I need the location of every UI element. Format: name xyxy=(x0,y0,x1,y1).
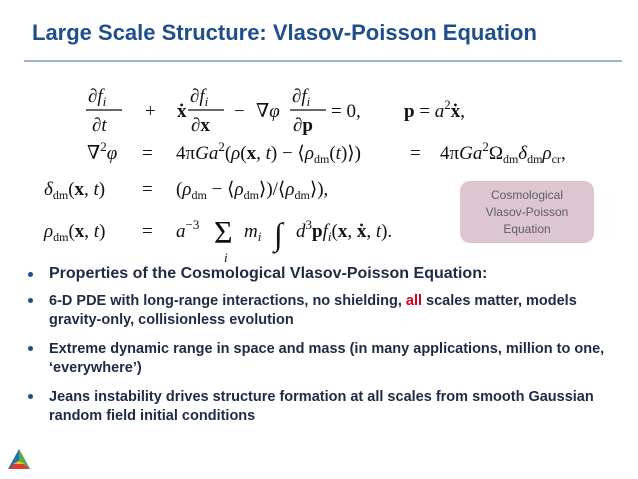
svg-text:a−3: $a^{-3}$ xyxy=(176,217,200,242)
callout-line-1: Cosmological xyxy=(490,187,564,202)
bullet-main xyxy=(24,264,630,284)
svg-text:(ρdm − ⟨ρdm⟩)/⟨ρdm⟩),: ($\rho_{dm}$ − $⟨\rho_{dm}⟩)/⟨\rho_{dm}⟩$), xyxy=(176,179,329,202)
svg-text:ẋ: ẋ xyxy=(177,101,187,122)
callout-box xyxy=(460,181,594,243)
bullet-main-text: Properties of the Cosmological Vlasov-Poisson Equation: xyxy=(49,265,488,282)
bullet-dot xyxy=(28,394,33,399)
svg-text:=: = xyxy=(142,143,153,164)
svg-text:∂fi: $\partial f_i$ xyxy=(88,86,107,109)
svg-text:ρdm(x, t): $\rho_{dm}(x$, t) xyxy=(44,221,106,244)
equation-row-4 xyxy=(43,214,392,265)
equation-row-2 xyxy=(87,139,566,166)
equation-row-1 xyxy=(86,86,465,136)
bullet-item-1-highlight: all xyxy=(405,293,423,309)
svg-text:mi: $m_i$ xyxy=(244,221,262,244)
bullet-dot xyxy=(28,346,33,351)
callout-line-3: Equation xyxy=(503,221,551,236)
svg-text:4πGa2(ρ(x, t) − ⟨ρdm(t)⟩): 4πGa$^2$(ρ(x, $t) - ⟨\rho_{dm}(t)⟩$) xyxy=(176,139,362,166)
bullet-dot xyxy=(28,272,33,277)
svg-text:∂x: ∂x xyxy=(191,115,210,136)
svg-text:∂p: ∂p xyxy=(293,115,313,136)
svg-text:∂fi: $\partial f_i$ xyxy=(190,86,209,109)
svg-text:=: = xyxy=(142,179,153,200)
svg-text:= 0,: = 0, xyxy=(331,101,361,122)
svg-text:i: i xyxy=(224,250,228,265)
svg-text:d3pfi(x, ẋ, t).: $d^3pf_i(x$, ẋ, t). xyxy=(296,217,393,244)
bullet-item-2-text: Extreme dynamic range in space and mass (in many applications, million to one, ‘everywhere’) xyxy=(49,341,605,376)
svg-text:Σ: Σ xyxy=(214,214,233,250)
svg-text:δdm(x, t): $\delta_{dm}(x$, t) xyxy=(44,179,106,202)
svg-text:∂fi: $\partial f_i$ xyxy=(292,86,311,109)
slide-title: Large Scale Structure: Vlasov-Poisson Equation xyxy=(32,20,537,45)
bullet-item-1 xyxy=(24,292,630,330)
svg-text:∇2φ: ∇$^2$φ xyxy=(87,139,118,164)
svg-text:4πGa2Ωdmδdmρcr,: $4\pi Ga^2\Omega_{dm}\delta_{dm}\rho_{cr}$, xyxy=(440,139,566,166)
callout-line-2: Vlasov-Poisson xyxy=(485,204,569,219)
bullet-dot xyxy=(28,298,33,303)
svg-text:∂t: ∂t xyxy=(92,115,107,136)
svg-text:∇φ: ∇φ xyxy=(256,101,280,122)
bullet-list xyxy=(24,264,630,436)
bullet-item-3 xyxy=(24,388,630,426)
svg-text:∫: ∫ xyxy=(274,216,283,252)
bullet-item-1-post: scales matter, models gravity-only, collisionless evolution xyxy=(49,293,577,328)
svg-text:−: − xyxy=(234,101,245,122)
svg-text:=: = xyxy=(142,221,153,242)
equation-row-3 xyxy=(44,179,328,202)
bullet-item-1-pre: 6-D PDE with long-range interactions, no shielding, xyxy=(49,293,406,309)
bullet-item-2 xyxy=(24,340,630,378)
svg-text:+: + xyxy=(145,101,156,122)
svg-text:=: = xyxy=(410,143,421,164)
svg-text:p = a2ẋ,: $p = a^2ẋ$, xyxy=(404,97,466,122)
bullet-item-3-text: Jeans instability drives structure formation at all scales from smooth Gaussian random field initial conditions xyxy=(49,389,594,424)
argonne-logo-icon xyxy=(6,447,32,473)
